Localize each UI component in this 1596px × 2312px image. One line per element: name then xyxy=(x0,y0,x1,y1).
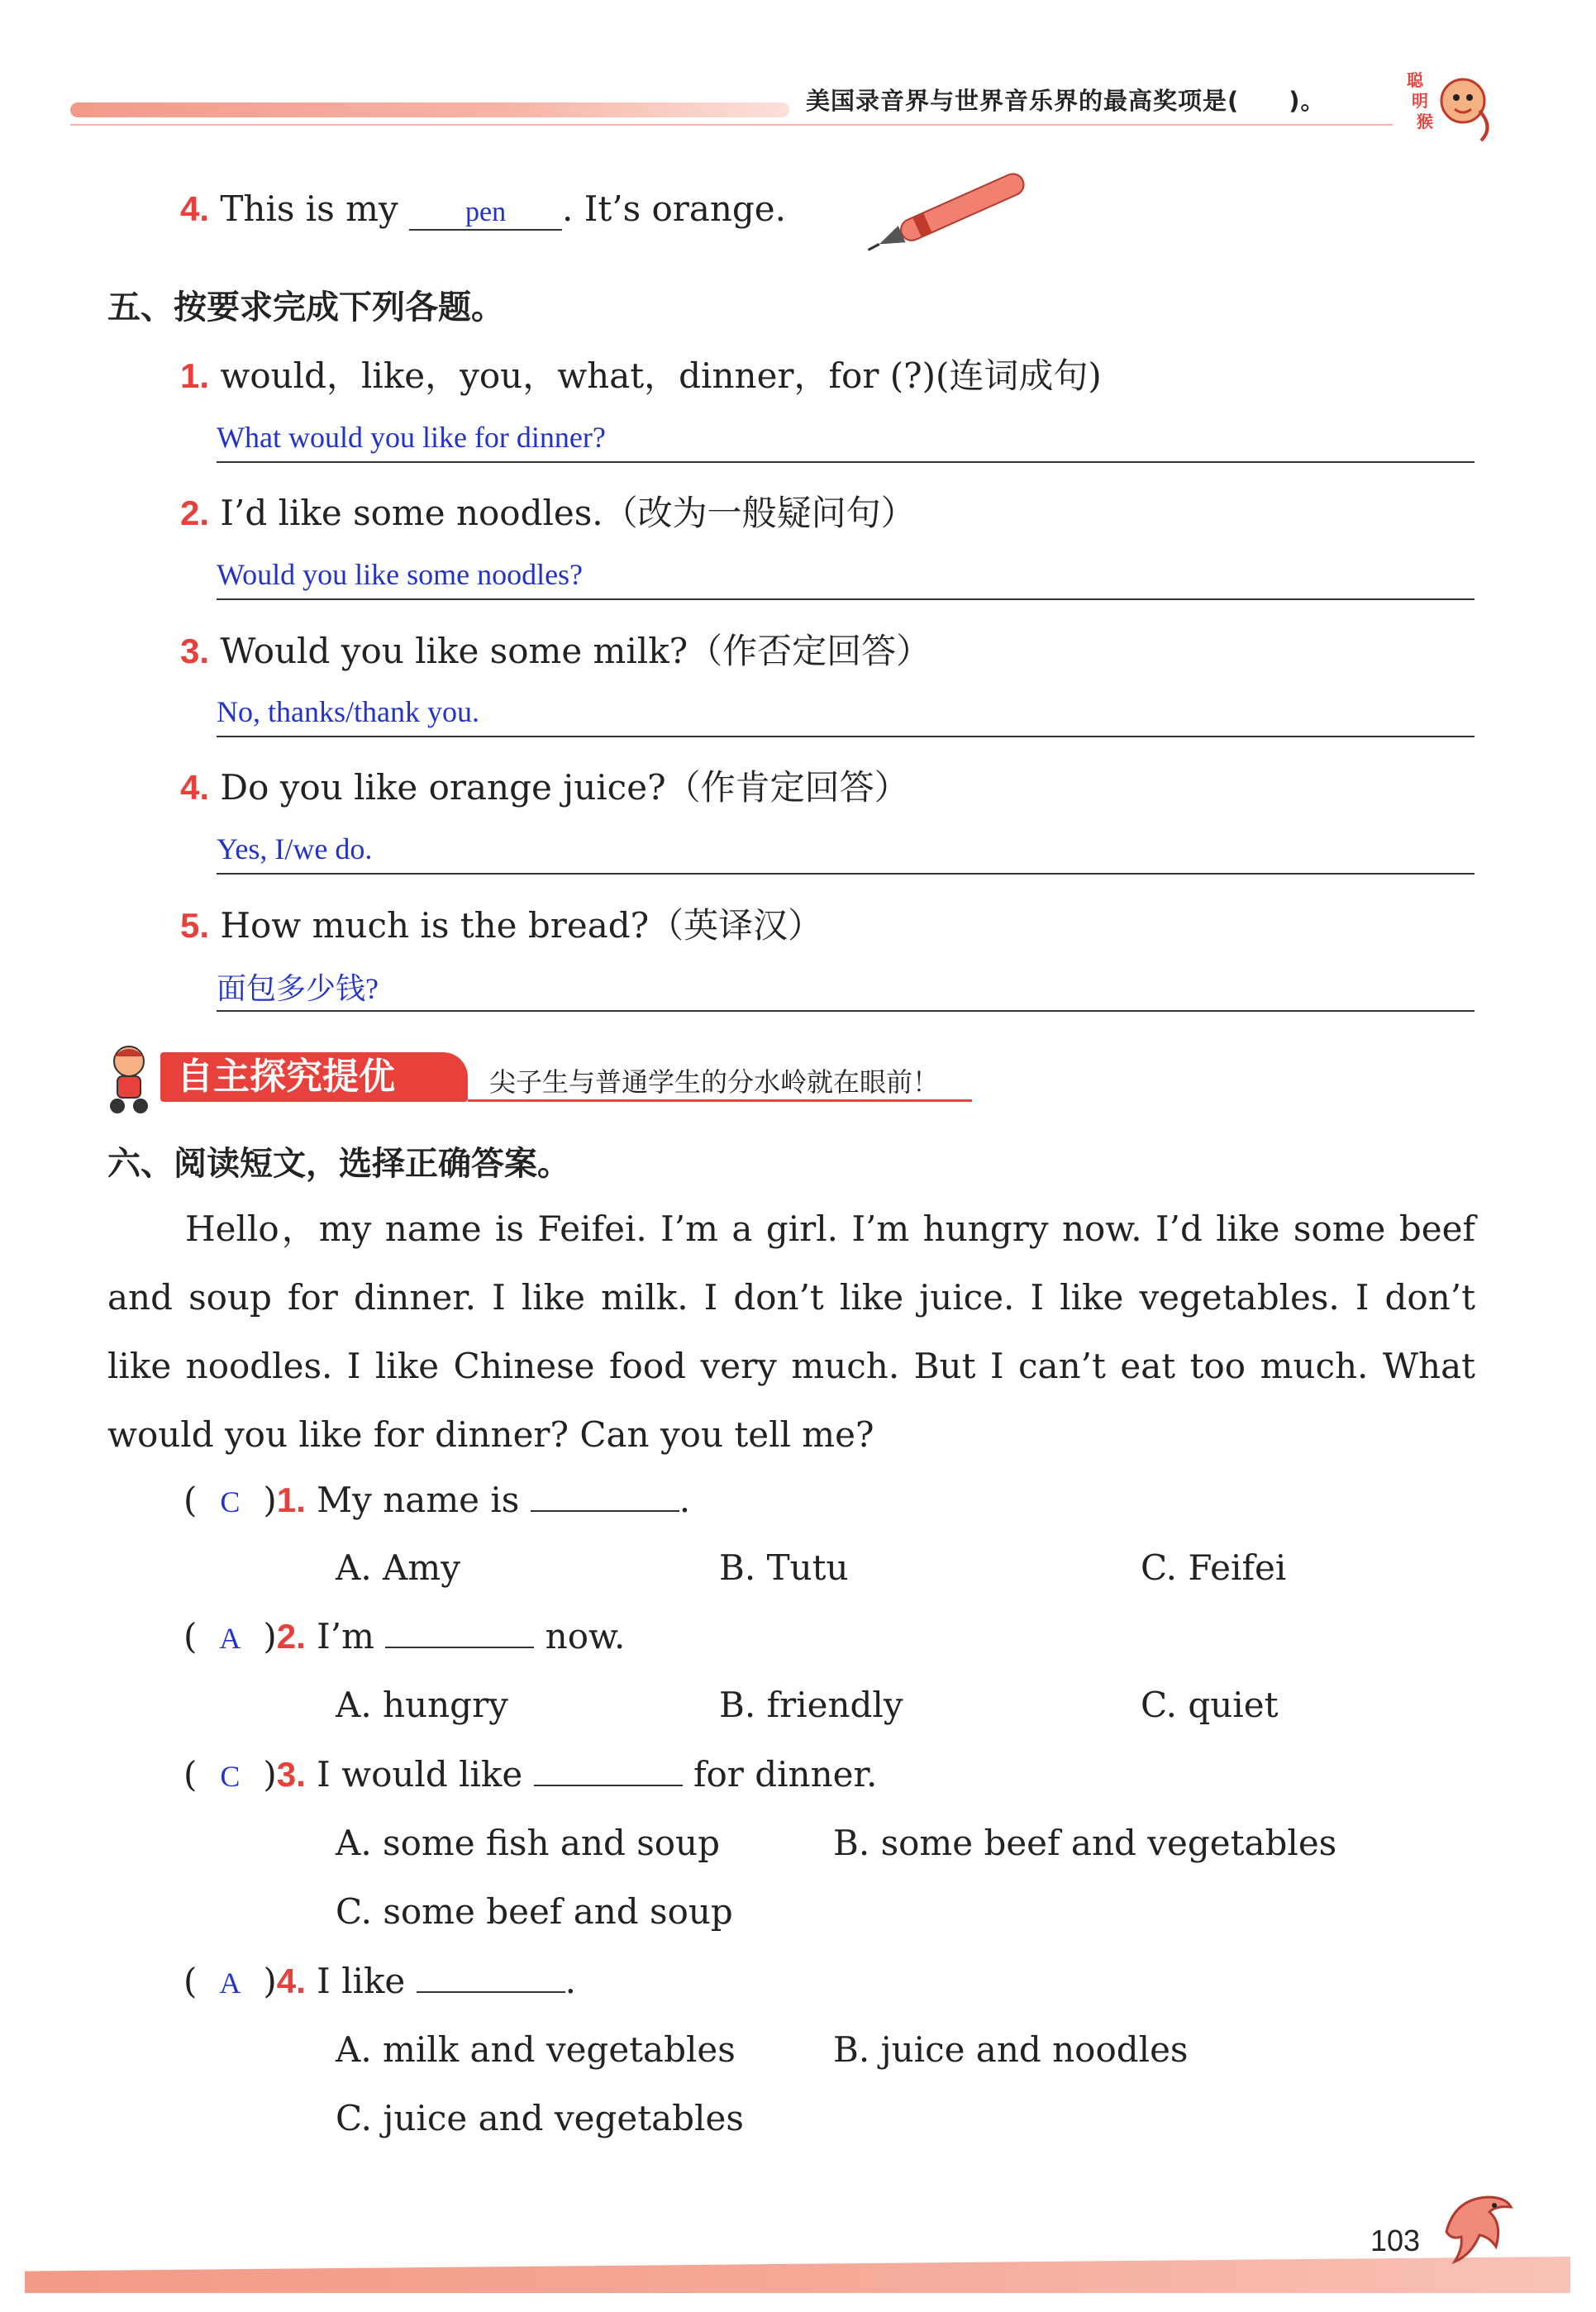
svg-text:明: 明 xyxy=(1412,91,1428,111)
answer-blank xyxy=(531,1510,679,1512)
answer-blank xyxy=(534,1785,683,1786)
s5-q5-prompt: 5. How much is the bread?（英译汉） xyxy=(180,905,823,946)
s5-q1-prompt: 1. would，like，you，what，dinner，for (?)(连词成句) xyxy=(180,355,1102,396)
s5-q4-prompt: 4. Do you like orange juice?（作肯定回答） xyxy=(180,767,909,808)
s6-q2-option-c: C. quiet xyxy=(1141,1685,1279,1725)
banner-subtitle: 尖子生与普通学生的分水岭就在眼前！ xyxy=(489,1066,940,1098)
s6-q3-stem: ( C )3. I would like for dinner. xyxy=(183,1754,878,1795)
banner-title: 自主探究提优 xyxy=(160,1052,468,1102)
svg-text:猴: 猴 xyxy=(1417,112,1433,131)
s6-q1-option-c: C. Feifei xyxy=(1141,1547,1287,1588)
answer-line xyxy=(217,598,1475,600)
s5-q2-prompt: 2. I’d like some noodles.（改为一般疑问句） xyxy=(180,493,916,533)
s6-q4-stem: ( A )4. I like . xyxy=(183,1961,577,2001)
header-band xyxy=(70,102,789,117)
section-5-title: 五、按要求完成下列各题。 xyxy=(107,288,504,327)
s6-q3-option-a: A. some fish and soup xyxy=(336,1823,720,1863)
banner-underline xyxy=(468,1099,972,1102)
answer-blank: pen xyxy=(409,188,562,231)
monkey-icon xyxy=(1405,61,1496,144)
s6-q3-option-b: B. some beef and vegetables xyxy=(833,1823,1337,1863)
pen-icon xyxy=(864,169,1041,252)
answer-line xyxy=(217,873,1475,875)
s5-q5-answer: 面包多少钱? xyxy=(217,972,379,1005)
answer-blank xyxy=(417,1991,565,1993)
footer-band xyxy=(25,2257,1570,2293)
answer-line xyxy=(217,736,1475,737)
s6-q4-option-c: C. juice and vegetables xyxy=(336,2098,744,2138)
s5-q2-answer: Would you like some noodles? xyxy=(217,558,584,591)
reading-passage: Hello，my name is Feifei. I’m a girl. I’m hungry now. I’d like some beef and soup for dinner. I like milk. I don’t like juice. I like vegetables. I don’t like noodles. I like Chinese food very much. But I can’t eat too much. What would you like for dinner? Can you tell me? xyxy=(107,1208,1475,1455)
header-rule xyxy=(70,124,1393,126)
s6-q2-option-b: B. friendly xyxy=(719,1685,903,1725)
question-4-pen: 4. This is my pen . It’s orange. xyxy=(180,188,787,229)
s6-q1-option-b: B. Tutu xyxy=(719,1547,849,1588)
s5-q4-answer: Yes, I/we do. xyxy=(217,832,373,865)
s6-q4-option-a: A. milk and vegetables xyxy=(336,2029,736,2070)
answer-line xyxy=(217,1010,1475,1012)
s6-q4-option-b: B. juice and noodles xyxy=(833,2029,1189,2070)
s5-q3-answer: No, thanks/thank you. xyxy=(217,695,479,728)
s6-q3-option-c: C. some beef and soup xyxy=(336,1891,733,1932)
s6-q2-option-a: A. hungry xyxy=(336,1685,508,1725)
section-6-title: 六、阅读短文，选择正确答案。 xyxy=(107,1145,570,1183)
answer-line xyxy=(217,461,1475,463)
page-number: 103 xyxy=(1370,2224,1421,2257)
dolphin-icon xyxy=(1430,2182,1521,2273)
s5-q3-prompt: 3. Would you like some milk?（作否定回答） xyxy=(180,631,931,671)
header-trivia: 美国录音界与世界音乐界的最高奖项是( )。 xyxy=(806,87,1326,115)
mascot-icon xyxy=(99,1040,159,1114)
s6-q1-option-a: A. Amy xyxy=(336,1547,460,1588)
s5-q1-answer: What would you like for dinner? xyxy=(217,421,606,454)
answer-blank xyxy=(385,1647,534,1648)
s6-q1-stem: ( C )1. My name is . xyxy=(183,1480,691,1520)
s6-q2-stem: ( A )2. I’m now. xyxy=(183,1616,626,1657)
svg-text:聪: 聪 xyxy=(1407,70,1423,90)
